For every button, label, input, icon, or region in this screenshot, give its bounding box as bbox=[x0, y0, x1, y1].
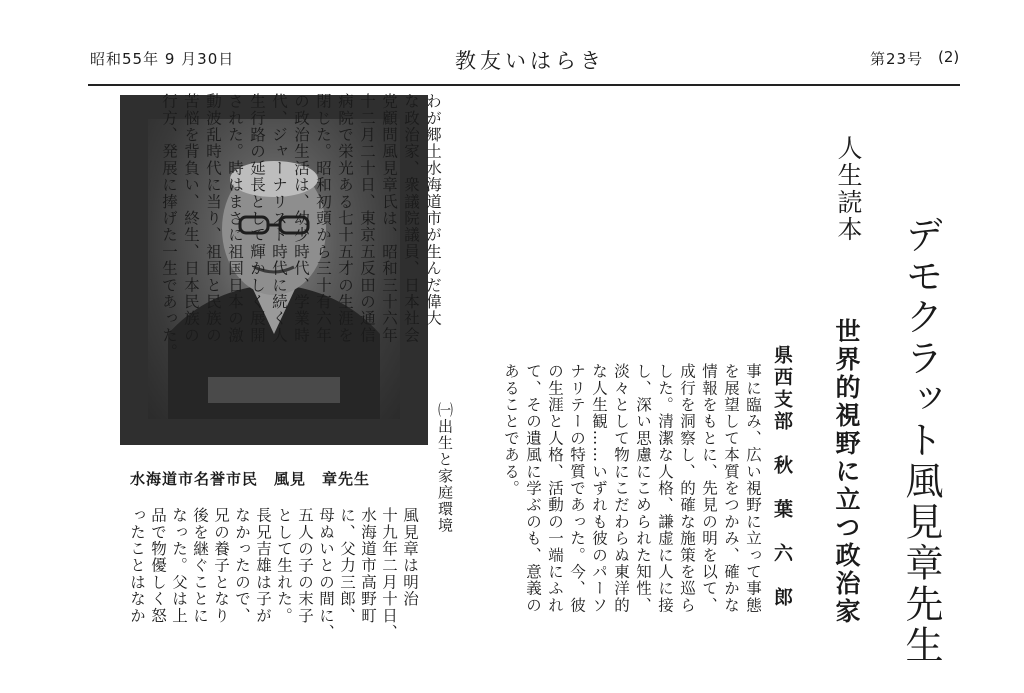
text-line: 動波乱時代に当り、祖国と民族の bbox=[204, 93, 222, 344]
newspaper-title: 教友いはらき bbox=[455, 49, 605, 73]
text-line: 情報をもとに、先見の明を以て、 bbox=[700, 363, 718, 614]
text-line: 品で物優しく怒 bbox=[149, 507, 167, 624]
article-headline: デモクラット風見章先生 bbox=[899, 215, 943, 666]
text-line: した。清潔な人格、謙虚に人に接 bbox=[656, 363, 674, 614]
text-line: 閉じた。昭和初頭から三十有六年 bbox=[314, 93, 332, 344]
text-line: あることである。 bbox=[502, 363, 520, 497]
author-byline: 県西支部 秋 葉 六 郎 bbox=[771, 345, 793, 609]
text-line: を展望して本質をつかみ、確かな bbox=[722, 363, 740, 614]
continuation-text bbox=[500, 363, 764, 613]
column-kicker: 人生読本 bbox=[834, 135, 863, 243]
text-line: 党顧問風見章氏は、昭和三十六年 bbox=[380, 93, 398, 344]
issue-date: 昭和55年 9 月30日 bbox=[90, 50, 235, 68]
text-line: 苦悩を背負い、終生、日本民族の bbox=[182, 93, 200, 344]
text-line: の政治生活は、幼少時代、学業時 bbox=[292, 93, 310, 344]
text-line: に、父力三郎、 bbox=[338, 507, 356, 624]
text-line: 代、ジャーナリスト時代に続く人 bbox=[270, 93, 288, 344]
text-line: なった。父は上 bbox=[170, 507, 188, 624]
text-line: 生行路の延長として輝かしく展開 bbox=[248, 93, 266, 344]
page-number: (2) bbox=[938, 48, 960, 66]
text-line: 十二月二十日、東京五反田の通信 bbox=[358, 93, 376, 344]
issue-number: 第23号 bbox=[870, 50, 924, 68]
text-line: な人生観……いずれも彼のパーソ bbox=[590, 363, 608, 614]
header-rule bbox=[88, 84, 960, 86]
text-line: 兄の養子となり bbox=[212, 507, 230, 624]
text-line: 母ぬいとの間に、 bbox=[317, 507, 335, 641]
text-line: て、その遺風に学ぶのも、意義の bbox=[524, 363, 542, 614]
text-line: 五人の子の末子 bbox=[296, 507, 314, 624]
text-line: ナリテーの特質であった。今、彼 bbox=[568, 363, 586, 614]
text-line: 長兄吉雄は子が bbox=[254, 507, 272, 624]
text-line: の生涯と人格、活動の一端にふれ bbox=[546, 363, 564, 614]
text-line: な政治家、衆議院議員、日本社会 bbox=[402, 93, 420, 344]
birth-section-text bbox=[126, 507, 420, 692]
intro-text bbox=[158, 93, 444, 423]
text-line: 成行を洞察し、的確な施策を巡ら bbox=[678, 363, 696, 614]
text-line: 淡々として物にこだわらぬ東洋的 bbox=[612, 363, 630, 614]
text-line: 後を継ぐことに bbox=[191, 507, 209, 624]
article-subhead: 世界的視野に立つ政治家 bbox=[832, 318, 861, 626]
text-line: なかったので、 bbox=[233, 507, 251, 624]
photo-caption: 水海道市名誉市民 風見 章先生 bbox=[130, 470, 371, 488]
text-line: 病院で栄光ある七十五才の生涯を bbox=[336, 93, 354, 344]
text-line: として生れた。 bbox=[275, 507, 293, 624]
text-line: 行方、発展に捧げた一生であった。 bbox=[160, 93, 178, 361]
text-line: 事に臨み、広い視野に立って事態 bbox=[744, 363, 762, 614]
text-line: された。時はまさに祖国日本の激 bbox=[226, 93, 244, 344]
text-line: し、深い思慮にこめられた知性、 bbox=[634, 363, 652, 614]
text-line: 十九年二月十日、 bbox=[380, 507, 398, 641]
text-line: ったことはなか bbox=[128, 507, 146, 624]
text-line: わが郷土水海道市が生んだ偉大 bbox=[424, 93, 442, 327]
text-line: 水海道市高野町 bbox=[359, 507, 377, 624]
text-line: 風見章は明治 bbox=[401, 507, 419, 608]
section-heading: ㈠出生と家庭環境 bbox=[436, 402, 454, 534]
